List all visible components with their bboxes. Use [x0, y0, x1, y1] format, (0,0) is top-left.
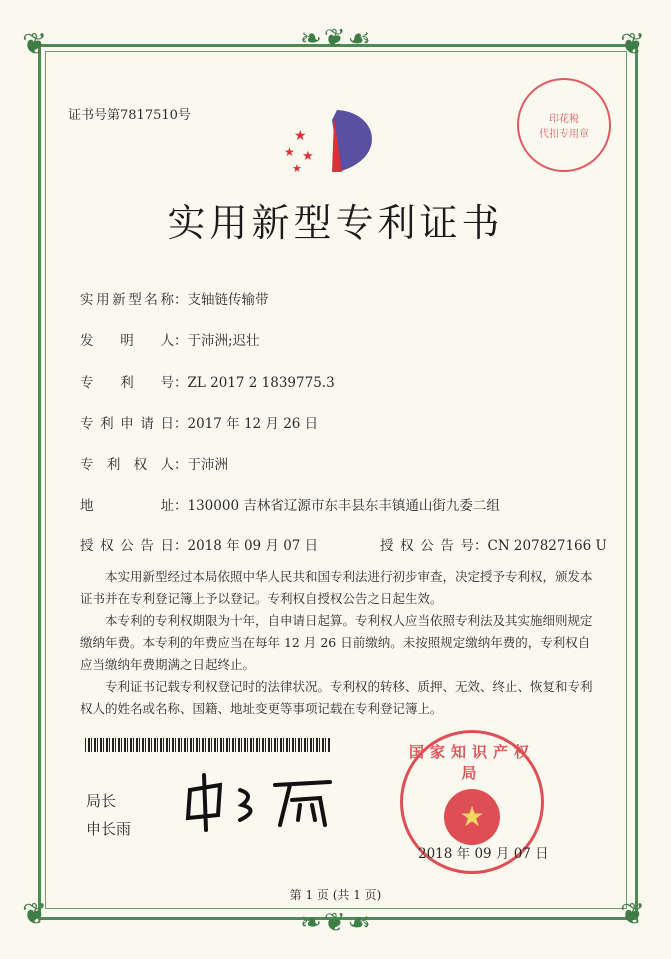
signatory-title: 局长 — [86, 792, 117, 810]
page-footer: 第 1 页 (共 1 页) — [289, 888, 382, 902]
certificate-title: 实用新型专利证书 — [167, 201, 504, 245]
stamp-tax-seal: 印花税 代扣专用章 — [517, 78, 611, 172]
svg-text:★: ★ — [294, 128, 307, 144]
svg-text:★: ★ — [302, 149, 314, 164]
paragraph-grant: 本实用新型经过本局依照中华人民共和国专利法进行初步审查，决定授予专利权，颁发本证书并在专利登记簿上予以登记。专利权自授权公告之日起生效。 — [80, 569, 593, 606]
field-utility-model-name: 实用新型名称：支轴链传输带 — [80, 292, 269, 308]
patent-office-logo-icon — [282, 100, 392, 180]
barcode — [85, 738, 330, 752]
field-inventor: 发明人：于沛洲;迟壮 — [80, 333, 260, 349]
handwritten-signature — [180, 770, 340, 835]
field-patent-number: 专利号：ZL 2017 2 1839775.3 — [80, 375, 335, 391]
field-application-date: 专利申请日：2017 年 12 月 26 日 — [80, 416, 319, 432]
corner-ornament-icon: ❦ — [620, 27, 646, 62]
corner-ornament-icon: ❦ — [22, 897, 48, 932]
paragraph-legal-status: 专利证书记载专利权登记时的法律状况。专利权的转移、质押、无效、终止、恢复和专利权人的姓名或名称、国籍、地址变更等事项记载在专利登记簿上。 — [80, 679, 593, 716]
svg-text:★: ★ — [292, 162, 302, 175]
corner-ornament-icon: ❦ — [22, 27, 48, 62]
field-address: 地址：130000 吉林省辽源市东丰县东丰镇通山街九委二组 — [80, 498, 500, 514]
svg-text:★: ★ — [284, 145, 295, 159]
seal-date: 2018 年 09 月 07 日 — [418, 846, 549, 862]
field-patentee: 专利权人：于沛洲 — [80, 457, 228, 473]
top-ornament-icon: ❧❦☙ — [300, 24, 373, 54]
signatory-name: 申长雨 — [86, 820, 132, 838]
official-seal: 国家知识产权局 ★ — [400, 730, 544, 874]
corner-ornament-icon: ❦ — [620, 897, 646, 932]
bottom-ornament-icon: ❧❦☙ — [300, 908, 373, 938]
paragraph-term: 本专利的专利权期限为十年，自申请日起算。专利权人应当依照专利法及其实施细则规定缴纳年费。本专利的年费应当在每年 12 月 26 日前缴纳。未按照规定缴纳年费的，专利权自应当缴纳年费期满之日起终止。 — [80, 613, 593, 672]
certificate-number: 证书号第7817510号 — [68, 108, 191, 123]
national-emblem-icon: ★ — [444, 789, 500, 845]
field-announcement-number: 授权公告号：CN 207827166 U — [380, 538, 607, 554]
field-grant-date: 授权公告日：2018 年 09 月 07 日 — [80, 538, 319, 554]
